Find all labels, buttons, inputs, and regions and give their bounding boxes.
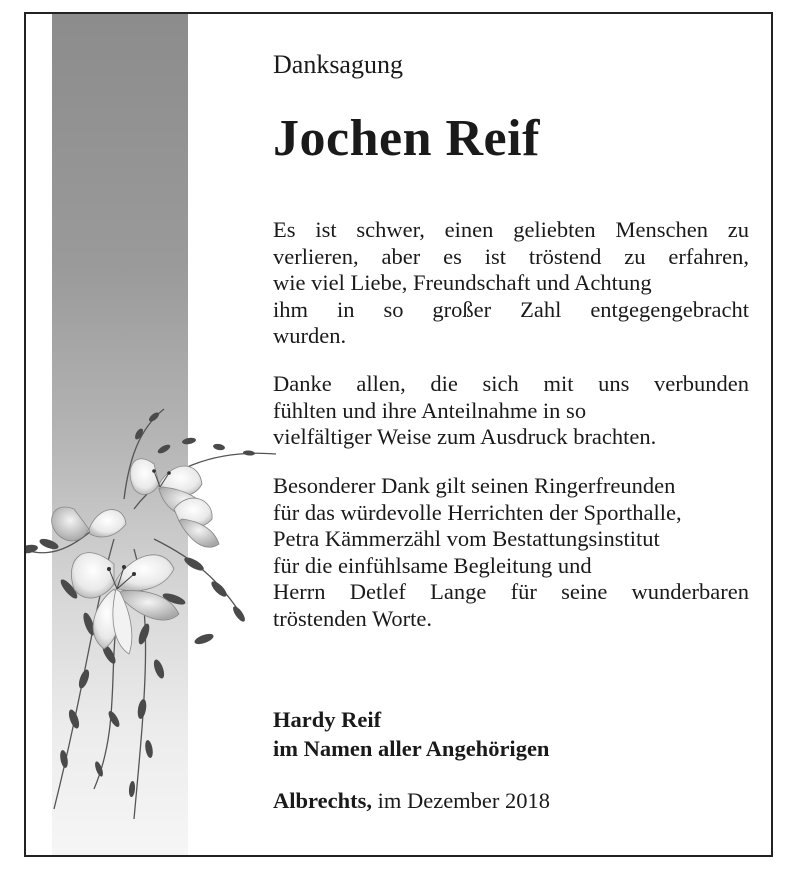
paragraph-line: vielfältiger Weise zum Ausdruck brachten. [273, 424, 657, 449]
place-and-date [273, 788, 550, 814]
paragraph-line: Es ist schwer, einen geliebten Menschen zu [273, 217, 749, 242]
paragraph-line: Danke allen, die sich mit uns verbunden [273, 371, 749, 396]
paragraph-line: für das würdevolle Herrichten der Sporthalle, [273, 499, 682, 525]
notice-overline: Danksagung [273, 50, 403, 79]
lily-flower-illustration [24, 389, 276, 829]
paragraph-gratitude-1 [273, 217, 749, 350]
paragraph-gratitude-2 [273, 371, 749, 451]
paragraph-line: ihm in so großer Zahl entgegengebracht [273, 296, 749, 322]
paragraph-line: für die einfühlsame Begleitung und [273, 552, 592, 578]
deceased-name: Jochen Reif [273, 110, 540, 167]
obituary-frame [24, 12, 773, 857]
paragraph-special-thanks [273, 473, 749, 632]
place-date: im Dezember 2018 [371, 788, 551, 813]
paragraph-line: wurden. [273, 323, 347, 348]
paragraph-line: Besonderer Dank gilt seinen Ringerfreunden [273, 473, 676, 498]
paragraph-line: Petra Kämmerzähl vom Bestattungsinstitut [273, 526, 660, 551]
place-town: Albrechts, [273, 788, 372, 813]
signature-line: im Namen aller Angehörigen [273, 736, 550, 761]
paragraph-line: tröstenden Worte. [273, 605, 432, 631]
signature-block [273, 705, 549, 763]
paragraph-line: fühlten und ihre Anteilnahme in so [273, 397, 587, 423]
signature-name: Hardy Reif [273, 707, 382, 732]
paragraph-line: wie viel Liebe, Freundschaft und Achtung [273, 270, 652, 295]
paragraph-line: verlieren, aber es ist tröstend zu erfahren, [273, 243, 749, 269]
paragraph-line: Herrn Detlef Lange für seine wunderbaren [273, 579, 749, 604]
